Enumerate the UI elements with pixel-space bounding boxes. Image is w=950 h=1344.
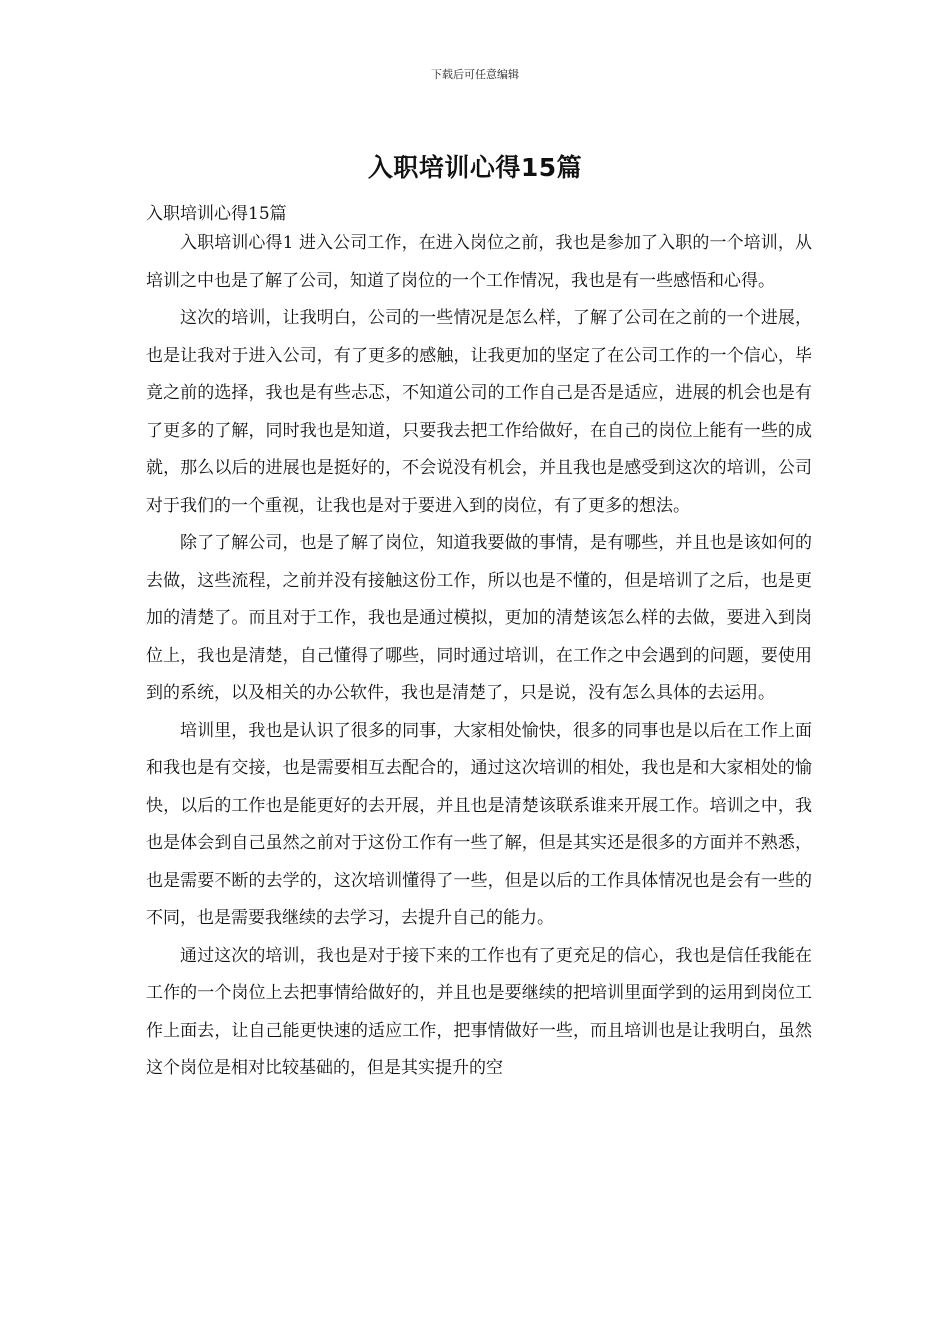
document-subtitle: 入职培训心得15篇 (146, 204, 287, 224)
paragraph-1: 入职培训心得1 进入公司工作，在进入岗位之前，我也是参加了入职的一个培训，从培训之中也是了解了公司，知道了岗位的一个工作情况，我也是有一些感悟和心得。 (146, 233, 812, 291)
paragraph-4: 培训里，我也是认识了很多的同事，大家相处愉快，很多的同事也是以后在工作上面和我也是有交接，也是需要相互去配合的，通过这次培训的相处，我也是和大家相处的愉快，以后的工作也是能更好的去开展，并且也是清楚该联系谁来开展工作。培训之中，我也是体会到自己虽然之前对于这份工作有一些了解，但是其实还是很多的方面并不熟悉，也是需要不断的去学的，这次培训懂得了一些，但是以后的工作具体情况也是会有一些的不同，也是需要我继续的去学习，去提升自己的能力。 (146, 720, 812, 928)
document-body (146, 225, 812, 1088)
header-note: 下载后可任意编辑 (431, 68, 519, 81)
paragraph-5: 通过这次的培训，我也是对于接下来的工作也有了更充足的信心，我也是信任我能在工作的一个岗位上去把事情给做好的，并且也是要继续的把培训里面学到的运用到岗位工作上面去，让自己能更快速的适应工作，把事情做好一些，而且培训也是让我明白，虽然这个岗位是相对比较基础的，但是其实提升的空 (146, 945, 812, 1078)
paragraph-2: 这次的培训，让我明白，公司的一些情况是怎么样，了解了公司在之前的一个进展，也是让我对于进入公司，有了更多的感触，让我更加的坚定了在公司工作的一个信心，毕竟之前的选择，我也是有些忐忑，不知道公司的工作自己是否是适应，进展的机会也是有了更多的了解，同时我也是知道，只要我去把工作给做好，在自己的岗位上能有一些的成就，那么以后的进展也是挺好的，不会说没有机会，并且我也是感受到这次的培训，公司对于我们的一个重视，让我也是对于要进入到的岗位，有了更多的想法。 (146, 308, 812, 516)
document-title: 入职培训心得15篇 (367, 153, 583, 182)
paragraph-3: 除了了解公司，也是了解了岗位，知道我要做的事情，是有哪些，并且也是该如何的去做，这些流程，之前并没有接触这份工作，所以也是不懂的，但是培训了之后，也是更加的清楚了。而且对于工作，我也是通过模拟，更加的清楚该怎么样的去做，要进入到岗位上，我也是清楚，自己懂得了哪些，同时通过培训，在工作之中会遇到的问题，要使用到的系统，以及相关的办公软件，我也是清楚了，只是说，没有怎么具体的去运用。 (146, 533, 812, 703)
